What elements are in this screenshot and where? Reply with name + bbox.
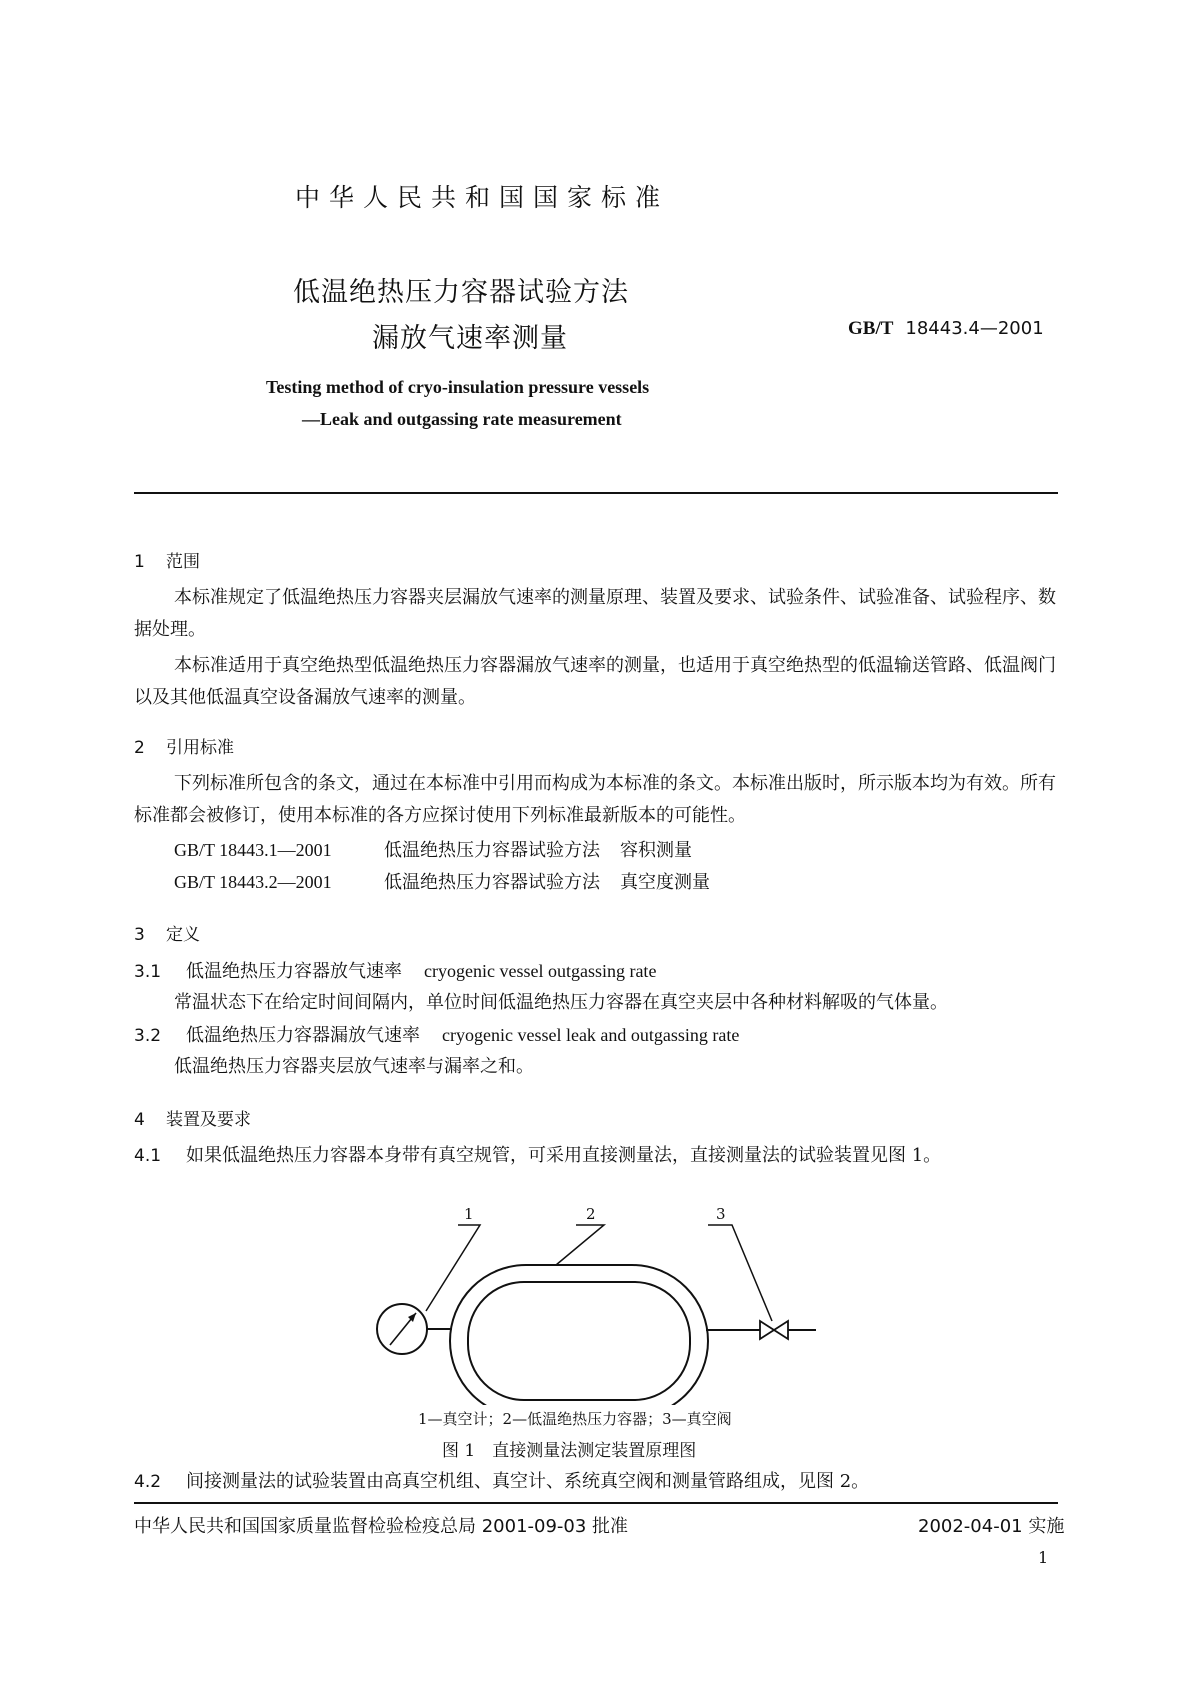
english-title-line1: Testing method of cryo-insulation pressure vessels bbox=[266, 377, 650, 397]
english-title-line2: —Leak and outgassing rate measurement bbox=[302, 409, 622, 429]
figure1-caption: 图 1 直接测量法测定装置原理图 bbox=[442, 1441, 697, 1461]
footer-divider bbox=[134, 1502, 1058, 1504]
section3-heading: 3 定义 bbox=[134, 925, 200, 945]
callout-label-3: 3 bbox=[716, 1205, 726, 1223]
figure1-diagram bbox=[360, 1195, 820, 1405]
figure1-legend: 1—真空计；2—低温绝热压力容器；3—真空阀 bbox=[418, 1410, 732, 1428]
reference-subtitle: 容积测量 bbox=[620, 840, 692, 861]
reference-code: GB/T 18443.1—2001 bbox=[174, 840, 332, 860]
reference-subtitle: 真空度测量 bbox=[620, 872, 710, 893]
item-4-2: 4.2 间接测量法的试验装置由高真空机组、真空计、系统真空阀和测量管路组成，见图 2。 bbox=[134, 1471, 870, 1492]
header-divider bbox=[134, 492, 1058, 494]
footer-issuer: 中华人民共和国国家质量监督检验检疫总局 2001-09-03 批准 bbox=[134, 1516, 629, 1537]
document-title-line1: 低温绝热压力容器试验方法 bbox=[293, 277, 629, 308]
leader-line-2 bbox=[556, 1225, 604, 1265]
section2-paragraph1: 下列标准所包含的条文，通过在本标准中引用而构成为本标准的条文。本标准出版时，所示版本均为有效。所有标准都会被修订，使用本标准的各方应探讨使用下列标准最新版本的可能性。 bbox=[134, 773, 1056, 826]
section4-heading: 4 装置及要求 bbox=[134, 1110, 251, 1130]
vacuum-valve-icon bbox=[760, 1321, 774, 1339]
reference-item bbox=[174, 866, 710, 899]
leader-line-1 bbox=[426, 1225, 480, 1311]
definition-3-2-text: 低温绝热压力容器夹层放气速率与漏率之和。 bbox=[174, 1056, 534, 1077]
footer-effective-date: 2002-04-01 实施 bbox=[918, 1516, 1065, 1537]
vacuum-valve-icon bbox=[774, 1321, 788, 1339]
callout-label-2: 2 bbox=[586, 1205, 596, 1223]
section1-heading: 1 范围 bbox=[134, 552, 200, 572]
section2-heading: 2 引用标准 bbox=[134, 738, 234, 758]
section1-paragraph1: 本标准规定了低温绝热压力容器夹层漏放气速率的测量原理、装置及要求、试验条件、试验准备、试验程序、数据处理。 bbox=[134, 587, 1056, 640]
definition-3-1: 3.1 低温绝热压力容器放气速率 cryogenic vessel outgassing rate bbox=[134, 961, 657, 982]
callout-label-1: 1 bbox=[464, 1205, 474, 1223]
reference-item bbox=[174, 834, 692, 867]
definition-3-2: 3.2 低温绝热压力容器漏放气速率 cryogenic vessel leak and outgassing rate bbox=[134, 1025, 740, 1046]
national-standard-heading: 中华人民共和国国家标准 bbox=[295, 183, 670, 212]
reference-title: 低温绝热压力容器试验方法 bbox=[384, 872, 600, 893]
leader-line-3 bbox=[708, 1225, 772, 1321]
reference-code: GB/T 18443.2—2001 bbox=[174, 872, 332, 892]
section1-paragraph2: 本标准适用于真空绝热型低温绝热压力容器漏放气速率的测量，也适用于真空绝热型的低温输送管路、低温阀门以及其他低温真空设备漏放气速率的测量。 bbox=[134, 655, 1056, 708]
reference-title: 低温绝热压力容器试验方法 bbox=[384, 840, 600, 861]
definition-3-1-text: 常温状态下在给定时间间隔内，单位时间低温绝热压力容器在真空夹层中各种材料解吸的气体量。 bbox=[174, 992, 948, 1013]
standard-number bbox=[848, 318, 1044, 340]
vessel-outer-shell bbox=[450, 1265, 708, 1405]
item-4-1: 4.1 如果低温绝热压力容器本身带有真空规管，可采用直接测量法，直接测量法的试验装置见图 1。 bbox=[134, 1145, 942, 1166]
standard-code-number: 18443.4—2001 bbox=[905, 318, 1044, 339]
standard-code-prefix: GB/T bbox=[848, 318, 894, 339]
page-number: 1 bbox=[1038, 1548, 1049, 1567]
vessel-inner-shell bbox=[468, 1282, 690, 1400]
document-title-line2: 漏放气速率测量 bbox=[372, 323, 568, 354]
